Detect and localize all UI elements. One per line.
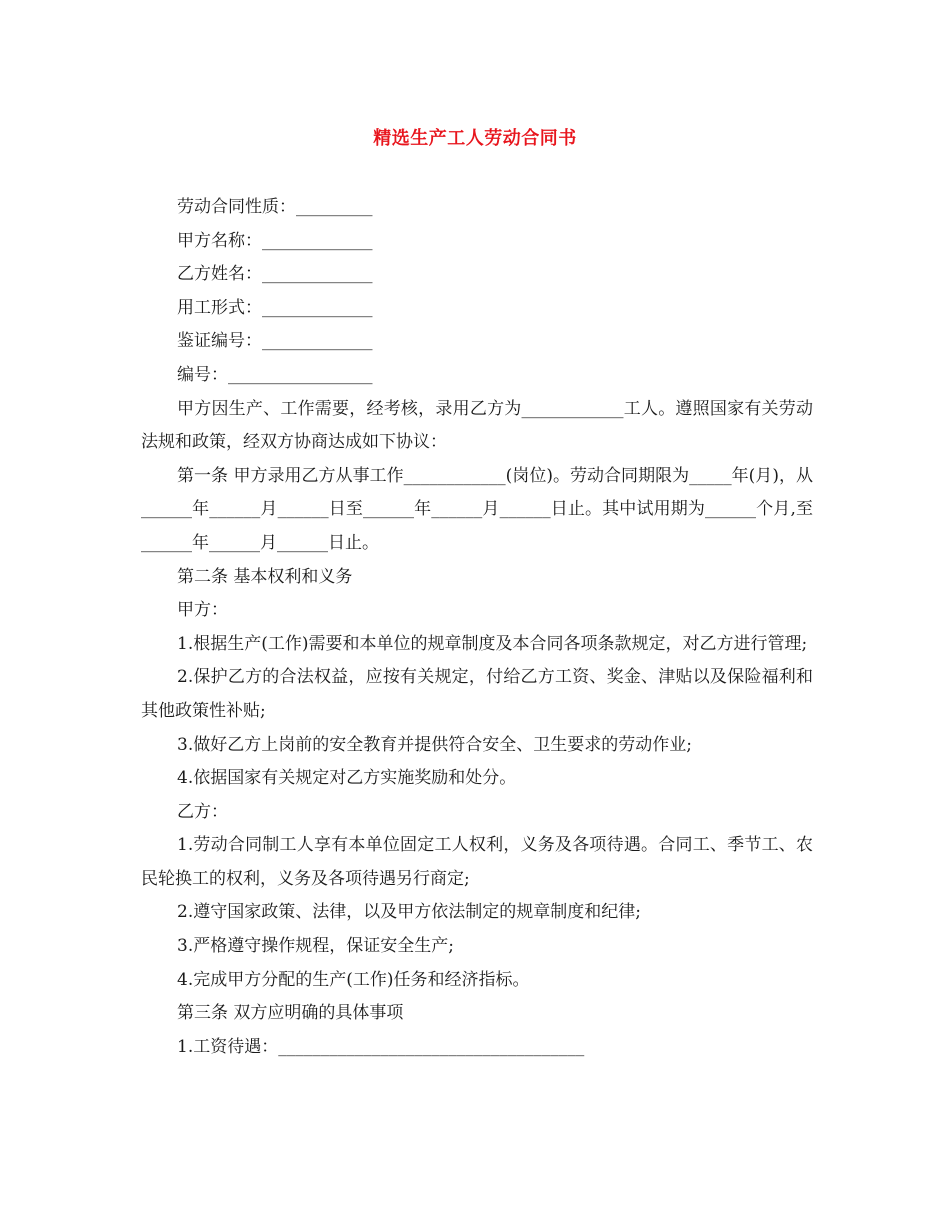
party-a-item-1: 1.根据生产(工作)需要和本单位的规章制度及本合同各项条款规定，对乙方进行管理; xyxy=(177,633,808,654)
party-b-item-1: 1.劳动合同制工人享有本单位固定工人权利，义务及各项待遇。合同工、季节工、农民轮换工的权利，义务及各项待遇另行商定; xyxy=(141,835,813,889)
article-2-heading: 第二条 基本权利和义务 xyxy=(177,566,353,587)
document-body xyxy=(141,191,813,1064)
party-a-item-2: 2.保护乙方的合法权益，应按有关规定，付给乙方工资、奖金、津贴以及保险福利和其他政策性补贴; xyxy=(141,667,813,721)
field-party-a-name: 甲方名称：_____________ xyxy=(177,230,373,251)
party-a-label: 甲方： xyxy=(177,600,228,621)
article-1: 第一条 甲方录用乙方从事工作____________(岗位)。劳动合同期限为_____年(月)，从______年______月______日至______年______月______日止。其中试用期为______个月,至______年______月______日止。 xyxy=(141,465,813,553)
party-b-item-2: 2.遵守国家政策、法律，以及甲方依法制定的规章制度和纪律; xyxy=(177,902,641,923)
wage-field: 1.工资待遇：____________________________________ xyxy=(177,1036,585,1057)
party-b-item-3: 3.严格遵守操作规程，保证安全生产; xyxy=(177,936,454,957)
party-b-item-4: 4.完成甲方分配的生产(工作)任务和经济指标。 xyxy=(177,969,530,990)
party-a-item-4: 4.依据国家有关规定对乙方实施奖励和处分。 xyxy=(177,768,517,789)
party-a-item-3: 3.做好乙方上岗前的安全教育并提供符合安全、卫生要求的劳动作业; xyxy=(177,734,692,755)
field-employment-form: 用工形式：_____________ xyxy=(177,297,373,318)
article-3-heading: 第三条 双方应明确的具体事项 xyxy=(177,1003,404,1024)
field-contract-nature: 劳动合同性质：_________ xyxy=(177,197,373,217)
field-number: 编号：_________________ xyxy=(177,364,373,385)
intro-paragraph: 甲方因生产、工作需要，经考核，录用乙方为____________工人。遵照国家有关劳动法规和政策，经双方协商达成如下协议： xyxy=(141,398,813,453)
field-party-b-name: 乙方姓名：_____________ xyxy=(177,264,373,285)
document-title: 精选生产工人劳动合同书 xyxy=(373,128,577,149)
party-b-label: 乙方： xyxy=(177,801,228,822)
field-verification-number: 鉴证编号：_____________ xyxy=(177,331,373,352)
